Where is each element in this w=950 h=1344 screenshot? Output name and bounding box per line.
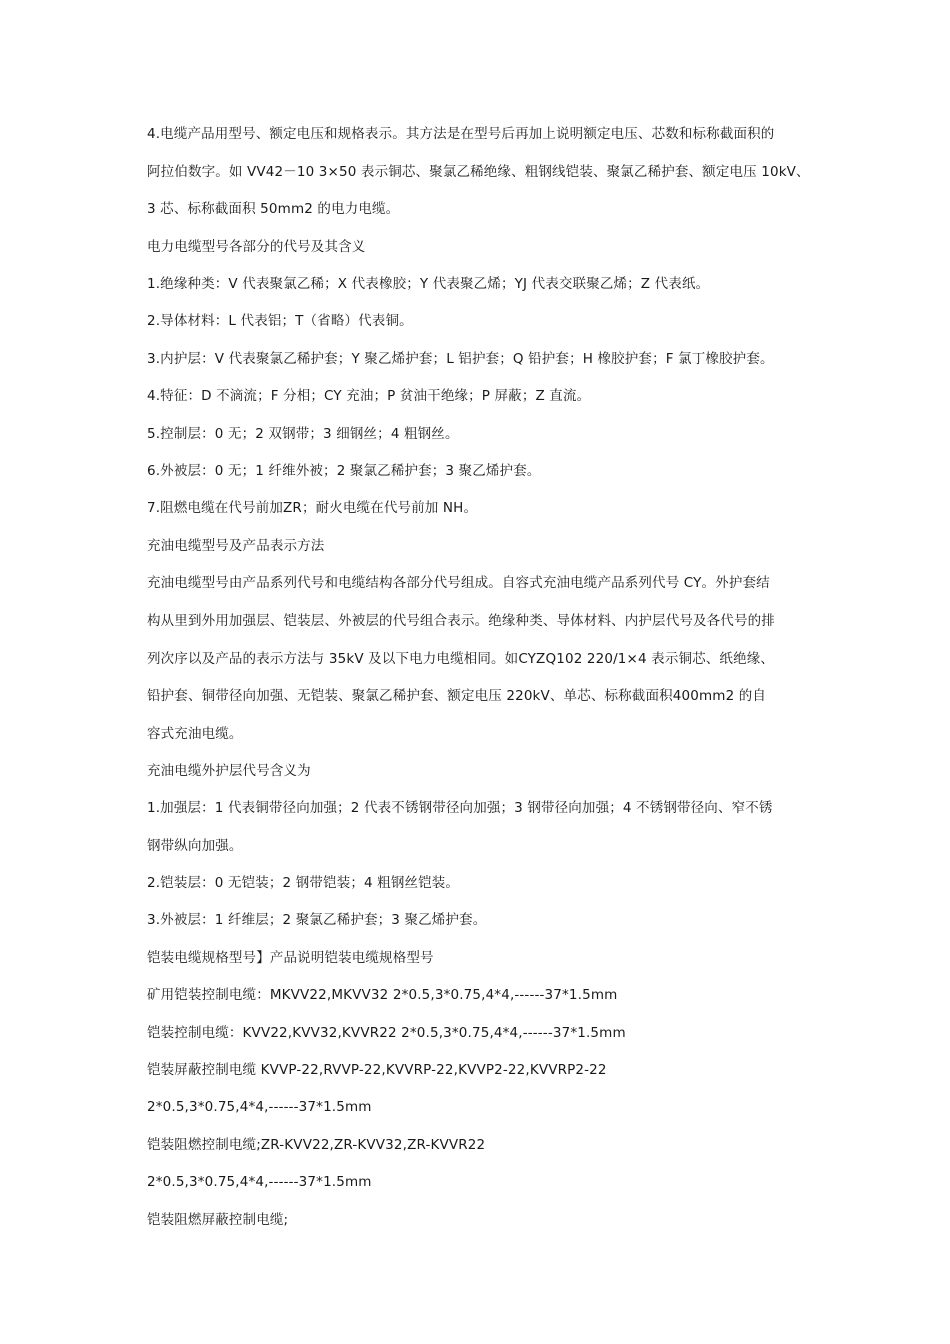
text-line: 4.电缆产品用型号、额定电压和规格表示。其方法是在型号后再加上说明额定电压、芯数和标称截面积的	[147, 126, 775, 142]
text-line: 构从里到外用加强层、铠装层、外被层的代号组合表示。绝缘种类、导体材料、内护层代号及各代号的排	[147, 613, 775, 629]
text-line: 7.阻燃电缆在代号前加ZR；耐火电缆在代号前加 NH。	[147, 500, 478, 516]
text-line: 铅护套、铜带径向加强、无铠装、聚氯乙稀护套、额定电压 220kV、单芯、标称截面积400mm2 的自	[147, 688, 767, 704]
text-line: 容式充油电缆。	[147, 726, 243, 742]
text-line: 阿拉伯数字。如 VV42－10 3×50 表示铜芯、聚氯乙稀绝缘、粗钢线铠装、聚氯乙稀护套、额定电压 10kV、	[147, 164, 810, 180]
text-line: 5.控制层：0 无；2 双钢带；3 细钢丝；4 粗钢丝。	[147, 426, 459, 442]
text-line: 矿用铠装控制电缆：MKVV22,MKVV32 2*0.5,3*0.75,4*4,------37*1.5mm	[147, 987, 618, 1003]
text-line: 列次序以及产品的表示方法与 35kV 及以下电力电缆相同。如CYZQ102 220/1×4 表示铜芯、纸绝缘、	[147, 651, 775, 667]
text-line: 3.内护层：V 代表聚氯乙稀护套；Y 聚乙烯护套；L 铝护套；Q 铅护套；H 橡胶护套；F 氯丁橡胶护套。	[147, 351, 774, 367]
text-line: 2.铠装层：0 无铠装；2 钢带铠装；4 粗钢丝铠装。	[147, 875, 460, 891]
text-line: 2.导体材料：L 代表铝；T（省略）代表铜。	[147, 313, 413, 329]
text-line: 充油电缆型号由产品系列代号和电缆结构各部分代号组成。自容式充油电缆产品系列代号 CY。外护套结	[147, 575, 770, 591]
section-heading: 铠装电缆规格型号】产品说明铠装电缆规格型号	[147, 950, 434, 966]
text-line: 铠装屏蔽控制电缆 KVVP-22,RVVP-22,KVVRP-22,KVVP2-22,KVVRP2-22	[147, 1062, 607, 1078]
text-line: 3 芯、标称截面积 50mm2 的电力电缆。	[147, 201, 400, 217]
text-line: 钢带纵向加强。	[147, 838, 243, 854]
section-heading: 充油电缆型号及产品表示方法	[147, 538, 325, 554]
text-line: 2*0.5,3*0.75,4*4,------37*1.5mm	[147, 1174, 372, 1190]
text-line: 2*0.5,3*0.75,4*4,------37*1.5mm	[147, 1099, 372, 1115]
text-line: 4.特征：D 不滴流；F 分相；CY 充油；P 贫油干绝缘；P 屏蔽；Z 直流。	[147, 388, 591, 404]
text-line: 3.外被层：1 纤维层；2 聚氯乙稀护套；3 聚乙烯护套。	[147, 912, 487, 928]
text-line: 铠装阻燃屏蔽控制电缆;	[147, 1212, 289, 1228]
section-heading: 电力电缆型号各部分的代号及其含义	[147, 239, 366, 255]
text-line: 铠装控制电缆：KVV22,KVV32,KVVR22 2*0.5,3*0.75,4*4,------37*1.5mm	[147, 1025, 626, 1041]
text-line: 1.绝缘种类：V 代表聚氯乙稀；X 代表橡胶；Y 代表聚乙烯；YJ 代表交联聚乙烯；Z 代表纸。	[147, 276, 710, 292]
text-line: 1.加强层：1 代表铜带径向加强；2 代表不锈钢带径向加强；3 钢带径向加强；4 不锈钢带径向、窄不锈	[147, 800, 773, 816]
text-line: 铠装阻燃控制电缆;ZR-KVV22,ZR-KVV32,ZR-KVVR22	[147, 1137, 486, 1153]
text-line: 6.外被层：0 无；1 纤维外被；2 聚氯乙稀护套；3 聚乙烯护套。	[147, 463, 541, 479]
section-heading: 充油电缆外护层代号含义为	[147, 763, 311, 779]
